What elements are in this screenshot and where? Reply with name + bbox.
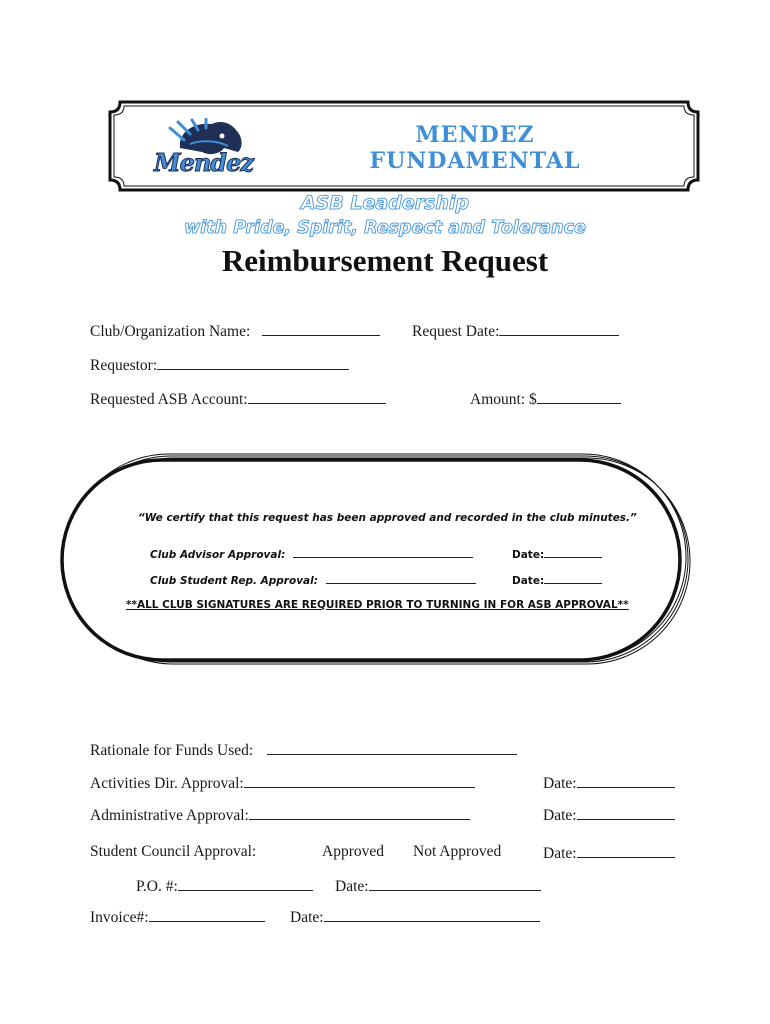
po-number-label: P.O. #:	[136, 878, 178, 895]
invoice-field[interactable]	[149, 907, 265, 922]
po-date-label: Date:	[335, 878, 369, 895]
request-date-label: Request Date:	[412, 323, 500, 340]
club-name-field[interactable]	[262, 321, 380, 336]
slogan-line2: with Pride, Spirit, Respect and Tolerance	[184, 218, 586, 238]
student-rep-date-label: Date:	[512, 575, 545, 587]
student-rep-date-field[interactable]	[544, 573, 602, 584]
activities-dir-field[interactable]	[244, 773, 475, 788]
logo-wordmark: Mendez	[154, 148, 253, 177]
student-rep-signature-field[interactable]	[326, 573, 476, 584]
requestor-label: Requestor:	[90, 357, 158, 374]
administrative-date-field[interactable]	[577, 805, 675, 820]
rationale-field[interactable]	[267, 740, 517, 755]
asb-account-label: Requested ASB Account:	[90, 391, 248, 408]
student-council-date-label: Date:	[543, 845, 577, 862]
po-number-field[interactable]	[178, 876, 313, 891]
page-title: Reimbursement Request	[221, 243, 549, 278]
advisor-signature-field[interactable]	[293, 547, 473, 558]
activities-date-field[interactable]	[577, 773, 675, 788]
school-name-line1: MENDEZ	[415, 122, 535, 148]
request-date-field[interactable]	[499, 321, 619, 336]
school-logo	[150, 118, 253, 178]
invoice-label: Invoice#:	[90, 909, 149, 926]
student-council-date-field[interactable]	[577, 843, 675, 858]
invoice-date-label: Date:	[290, 909, 324, 926]
administrative-date-label: Date:	[543, 807, 577, 824]
approved-option[interactable]: Approved	[322, 843, 384, 860]
certification-statement: “We certify that this request has been approved and recorded in the club minutes.”	[138, 512, 637, 524]
activities-date-label: Date:	[543, 775, 577, 792]
invoice-date-field[interactable]	[324, 907, 540, 922]
advisor-approval-label: Club Advisor Approval:	[150, 549, 286, 561]
advisor-date-label: Date:	[512, 549, 545, 561]
administrative-label: Administrative Approval:	[90, 807, 249, 824]
student-rep-approval-label: Club Student Rep. Approval:	[150, 575, 318, 587]
requestor-field[interactable]	[157, 355, 349, 370]
advisor-date-field[interactable]	[544, 547, 602, 558]
school-name-line2: FUNDAMENTAL	[369, 148, 581, 174]
slogan-line1: ASB Leadership	[300, 192, 470, 214]
amount-field[interactable]	[537, 389, 621, 404]
administrative-field[interactable]	[249, 805, 470, 820]
asb-account-field[interactable]	[248, 389, 386, 404]
not-approved-option[interactable]: Not Approved	[413, 843, 502, 860]
amount-label: Amount: $	[470, 391, 537, 408]
activities-dir-label: Activities Dir. Approval:	[90, 775, 244, 792]
student-council-label: Student Council Approval:	[90, 843, 257, 860]
club-name-label: Club/Organization Name:	[90, 323, 251, 340]
signature-warning: **ALL CLUB SIGNATURES ARE REQUIRED PRIOR TO TURNING IN FOR ASB APPROVAL**	[126, 599, 629, 611]
rationale-label: Rationale for Funds Used:	[90, 742, 254, 759]
po-date-field[interactable]	[369, 876, 541, 891]
